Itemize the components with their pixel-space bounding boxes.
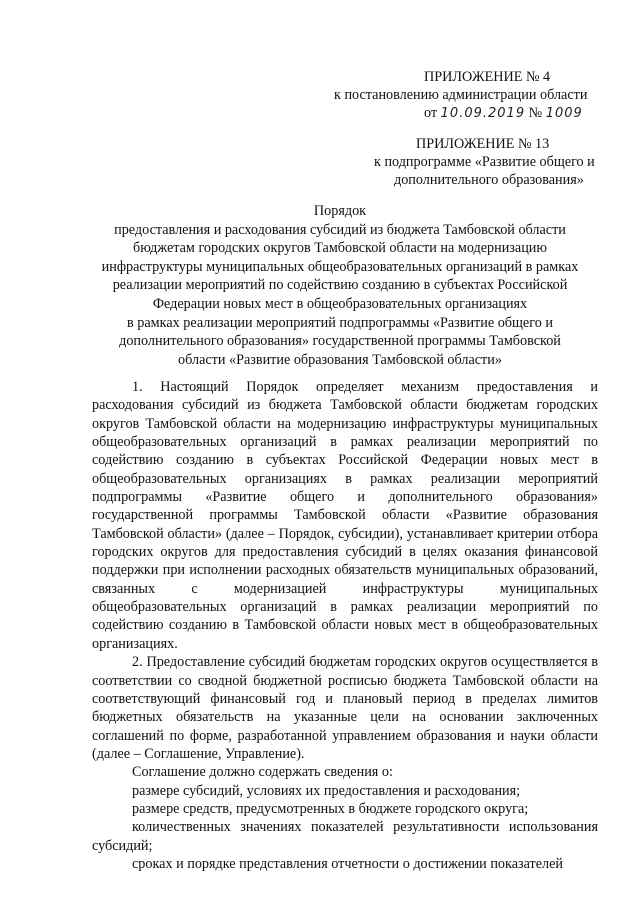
date-prefix: от bbox=[424, 105, 438, 121]
appendix-13-line-2: к подпрограмме «Развитие общего и bbox=[374, 154, 595, 170]
appendix-13-line-3: дополнительного образования» bbox=[394, 172, 584, 188]
paragraph-2: 2. Предоставление субсидий бюджетам городских округов осуществляется в соответствии со сводной бюджетной росписью бюджета Тамбовской области на соответствующий финансовый год и плановый период в пределах лимитов бюджетных обязательств на указанные цели на основании заключенных соглашений по форме, разработанной управлением образования и науки области (далее – Соглашение, Управление). bbox=[92, 654, 598, 762]
list-item: сроках и порядке представления отчетности о достижении показателей bbox=[132, 855, 563, 872]
handwritten-number: 1009 bbox=[545, 106, 583, 121]
title-line: предоставления и расходования субсидий из бюджета Тамбовской области bbox=[114, 221, 566, 238]
appendix-4-heading: ПРИЛОЖЕНИЕ № 4 bbox=[424, 69, 551, 85]
title-line: Федерации новых мест в общеобразовательных организациях bbox=[152, 295, 528, 312]
appendix-4-line: к постановлению администрации области bbox=[334, 87, 588, 103]
appendix-4-header bbox=[334, 68, 604, 123]
list-item: количественных значениях показателей результативности использования субсидий; bbox=[92, 819, 598, 854]
title-line: инфраструктуры муниципальных общеобразовательных организаций в рамках bbox=[101, 258, 579, 275]
title-line: дополнительного образования» государственной программы Тамбовской bbox=[119, 333, 561, 350]
list-item: размере средств, предусмотренных в бюджете городского округа; bbox=[132, 800, 529, 817]
paragraph-agreement-intro: Соглашение должно содержать сведения о: bbox=[132, 764, 393, 781]
list-item: размере субсидий, условиях их предоставления и расходования; bbox=[132, 782, 521, 799]
title-line: области «Развитие образования Тамбовской области» bbox=[178, 351, 502, 368]
handwritten-date: 10.09.2019 bbox=[440, 106, 526, 121]
appendix-13-heading: ПРИЛОЖЕНИЕ № 13 bbox=[416, 136, 550, 152]
title-word: Порядок bbox=[313, 203, 367, 219]
title-line: в рамках реализации мероприятий подпрограммы «Развитие общего и bbox=[127, 314, 553, 331]
document-title bbox=[80, 202, 600, 369]
appendix-4-date-line bbox=[334, 104, 604, 123]
document-body bbox=[92, 378, 598, 873]
appendix-13-header bbox=[368, 135, 598, 189]
paragraph-1: 1. Настоящий Порядок определяет механизм предоставления и расходования субсидий из бюджета Тамбовской области бюджетам городских округов Тамбовской области на модернизацию инфраструктуры муниципальных общеобразовательных организаций в рамках реализации мероприятий по содействию созданию в субъектах Российской Федерации новых мест в общеобразовательных организациях в рамках реализации мероприятий подпрограммы «Развитие общего и дополнительного образования» государственной программы Тамбовской области «Развитие образования Тамбовской области» (далее – Порядок, субсидии), устанавливает критерии отбора городских округов для предоставления субсидий в целях оказания финансовой поддержки при исполнении расходных обязательств муниципальных образований, связанных с модернизацией инфраструктуры муниципальных общеобразовательных организаций в рамках реализации мероприятий по содействию созданию в Тамбовской области новых мест в общеобразовательных организациях. bbox=[92, 379, 598, 652]
number-prefix: № bbox=[528, 105, 543, 121]
title-line: реализации мероприятий по содействию созданию в субъектах Российской bbox=[112, 277, 568, 294]
title-line: бюджетам городских округов Тамбовской области на модернизацию bbox=[133, 240, 547, 257]
